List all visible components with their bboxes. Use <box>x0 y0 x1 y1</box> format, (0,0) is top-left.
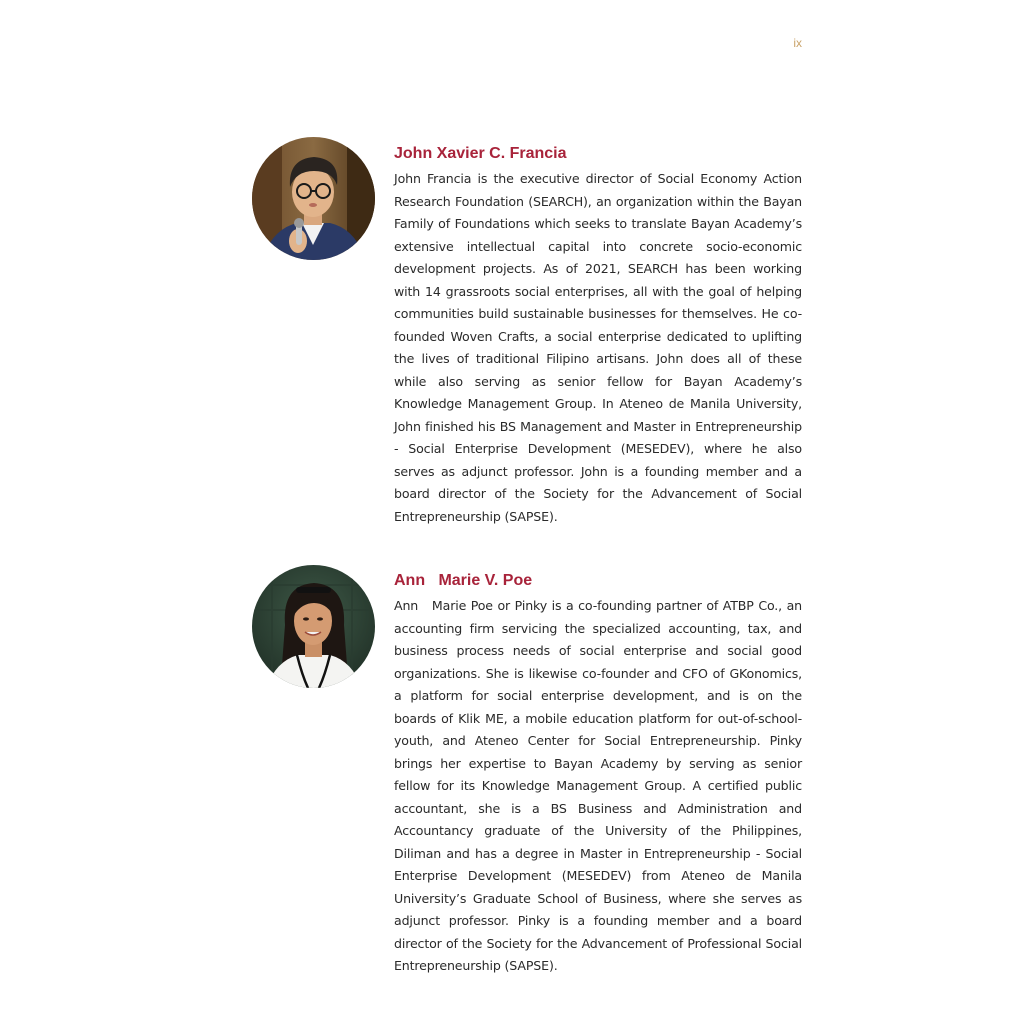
person-name: Ann Marie V. Poe <box>394 572 533 589</box>
bio-paragraph: John Francia is the executive director of Social Economy Action Research Foundation (SEARCH), an organization within the Bayan Family of Foundations which seeks to translate Bayan Academy’s extensive intellectual capital into concrete socio-economic development projects. As of 2021, SEARCH has been working with 14 grassroots social enterprises, all with the goal of helping communities build sustainable businesses for themselves. He co-founded Woven Crafts, a social enterprise dedicated to uplifting the lives of traditional Filipino artisans. John does all of these while also serving as senior fellow for Bayan Academy’s Knowledge Management Group. In Ateneo de Manila University, John finished his BS Management and Master in Entrepreneurship - Social Enterprise Development (MESEDEV), where he also serves as adjunct professor. John is a founding member and a board director of the Society for the Advancement of Social Entrepreneurship (SAPSE). <box>394 171 806 524</box>
page-number: ix <box>793 36 802 50</box>
bio-paragraph: Ann Marie Poe or Pinky is a co-founding partner of ATBP Co., an accounting firm servicing the specialized accounting, tax, and business process needs of social enterprise and social good organizations. She is likewise co-founder and CFO of GKonomics, a platform for social enterprise development, and is on the boards of Klik ME, a mobile education platform for out-of-school-youth, and Ateneo Center for Social Entrepreneurship. Pinky brings her expertise to Bayan Academy by serving as senior fellow for its Knowledge Management Group. A certified public accountant, she is a BS Business and Administration and Accountancy graduate of the University of the Philippines, Diliman and has a degree in Master in Entrepreneurship - Social Enterprise Development (MESEDEV) from Ateneo de Manila University’s Graduate School of Business, where she serves as adjunct professor. Pinky is a founding member and a board director of the Society for the Advancement of Professional Social Entrepreneurship (SAPSE). <box>394 598 806 973</box>
portrait-man-microphone-icon <box>252 137 375 260</box>
portrait-photo-john <box>252 137 375 260</box>
bio-text-column <box>394 571 806 978</box>
bio-text-column <box>394 144 806 528</box>
person-name: John Xavier C. Francia <box>394 145 567 162</box>
portrait-photo-ann <box>252 565 375 688</box>
portrait-woman-icon <box>252 565 375 688</box>
